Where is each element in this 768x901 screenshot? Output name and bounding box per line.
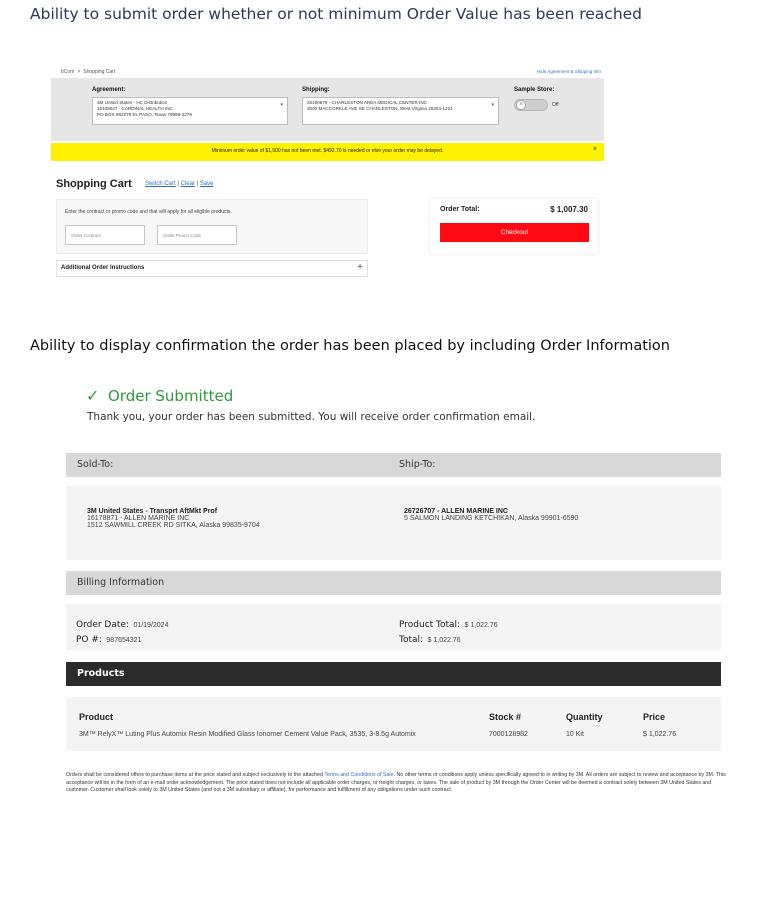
order-confirmation-screenshot: [30, 364, 734, 826]
cart-title: Shopping Cart: [56, 178, 132, 190]
promo-code-panel: [56, 199, 368, 254]
order-total-panel: [430, 199, 598, 254]
address-panel: [66, 486, 721, 560]
total-label: Total:: [399, 635, 424, 645]
instructions-label: Additional Order Instructions: [61, 265, 145, 271]
billing-header-bar: [66, 571, 721, 595]
sold-to-line: 16178871 - ALLEN MARINE INC: [87, 515, 190, 522]
po-row: [76, 629, 141, 647]
billing-panel: [66, 604, 721, 650]
section2-heading: Ability to display confirmation the order has been placed by including Order Information: [30, 338, 670, 354]
order-total-label: Order Total:: [440, 206, 480, 213]
chevron-down-icon: ▾: [491, 102, 494, 108]
checkout-button[interactable]: Checkout: [440, 223, 589, 242]
sold-to-address: [87, 508, 260, 529]
price-value: $ 1,022.76: [643, 731, 677, 738]
clear-cart-link[interactable]: Clear: [180, 181, 195, 187]
agreement-line: 16105027 - CARDINAL HEALTH INC: [97, 106, 173, 112]
breadcrumb-home-link[interactable]: bCom: [61, 69, 75, 75]
save-cart-link[interactable]: Save: [199, 181, 214, 187]
quantity-value: 10 Kit: [566, 731, 584, 738]
check-icon: ✓: [86, 388, 100, 405]
ship-to-address: [404, 508, 578, 522]
agreement-select[interactable]: [92, 97, 288, 125]
products-table: [66, 697, 721, 751]
order-submitted-title: Order Submitted: [108, 387, 234, 405]
address-header-bar: [66, 453, 721, 477]
billing-label: Billing Information: [77, 577, 165, 588]
banner-message: Minimum order value of $1,500 has not been met. $492.70 is needed or else your order may be delayed.: [211, 148, 444, 154]
switch-cart-link[interactable]: Switch Cart: [145, 181, 176, 187]
products-header-bar: [66, 662, 721, 686]
shopping-cart-screenshot: [51, 64, 604, 286]
product-column-header: Product: [79, 712, 114, 722]
cart-links: [145, 181, 214, 187]
order-total-value: $ 1,007.30: [550, 205, 588, 214]
order-date-value: 01/19/2024: [133, 622, 169, 629]
table-row: [66, 729, 721, 745]
shipping-line: 26190879 - CHARLESTON AREA MEDICAL CENTER INC: [307, 100, 427, 105]
terms-link[interactable]: Terms and Conditions of Sale: [324, 772, 394, 778]
agreement-line: PO BOX 982279 EL PASO, Texas 79998-2279: [97, 112, 192, 118]
minimum-order-banner: [51, 143, 604, 161]
stock-number: 7000128982: [489, 731, 528, 738]
ship-to-line: 5 SALMON LANDING KETCHIKAN, Alaska 99901-6590: [404, 515, 579, 522]
shipping-select[interactable]: [302, 97, 499, 125]
sold-to-line: 1512 SAWMILL CREEK RD SITKA, Alaska 99835-9704: [87, 522, 260, 529]
promo-note: Enter the contract or promo code and that will apply for all eligible products.: [65, 209, 232, 215]
close-icon: ×: [516, 100, 526, 110]
terms-footer: [66, 772, 726, 795]
sample-store-label: Sample Store:: [514, 87, 555, 93]
sold-to-label: Sold-To:: [77, 459, 114, 470]
ship-to-name: 26726707 - ALLEN MARINE INC: [404, 508, 508, 515]
order-contract-input[interactable]: Order Contract: [65, 225, 145, 245]
sold-to-name: 3M United States - Transprt AftMkt Prof: [87, 508, 218, 515]
sample-store-toggle[interactable]: [514, 99, 548, 111]
sample-store-state: Off: [552, 102, 559, 108]
section1-heading: Ability to submit order whether or not minimum Order Value has been reached: [30, 5, 643, 23]
po-label: PO #:: [76, 635, 102, 645]
close-icon[interactable]: ×: [592, 146, 597, 153]
products-label: Products: [77, 668, 125, 679]
product-total-value: $ 1,022.76: [464, 622, 498, 629]
total-value: $ 1,022.76: [427, 637, 461, 644]
quantity-column-header: Quantity: [566, 712, 603, 722]
hide-agreement-link[interactable]: Hide Agreement & Shipping Info: [536, 69, 601, 74]
link-divider: |: [177, 181, 179, 187]
additional-instructions[interactable]: [56, 260, 368, 277]
product-total-label: Product Total:: [399, 620, 461, 630]
product-name: 3M™ RelyX™ Luting Plus Automix Resin Modified Glass Ionomer Cement Value Pack, 3535, 3-8.5g Automix: [79, 731, 416, 738]
price-column-header: Price: [643, 712, 666, 722]
breadcrumb: bCom > Shopping Cart: [61, 69, 116, 75]
terms-text: . No other terms or conditions apply unless specifically agreed to in writing by 3M. All orders are subject to review and acceptance by 3M. This acceptance will be in the form of an e-mail order acknowledgement. The price stated does not include all applicable order charges, or freight charges, or taxes. The sale of product by 3M through the Order Center will be deemed a contract solely between 3M United States and customer. Customer shall look solely to 3M United States (and not a 3M subsidiary or affiliate), for performance and fulfillment of any obligations under such contract.: [66, 772, 726, 794]
po-value: 987654321: [106, 637, 142, 644]
ship-to-label: Ship-To:: [399, 459, 436, 470]
plus-icon[interactable]: +: [357, 262, 363, 273]
thank-you-message: Thank you, your order has been submitted. You will receive order confirmation email.: [87, 411, 536, 423]
agreement-shipping-panel: [51, 78, 604, 141]
agreement-label: Agreement:: [92, 87, 126, 93]
shipping-label: Shipping:: [302, 87, 330, 93]
breadcrumb-current: Shopping Cart: [83, 69, 116, 75]
total-row: [399, 629, 461, 647]
order-promo-input[interactable]: Order Promo Code: [157, 225, 237, 245]
shipping-line: 3000 MACCORKLE AVE SE CHARLESTON, West Virginia 25304-1221: [307, 106, 453, 112]
link-divider: |: [196, 181, 199, 187]
order-date-label: Order Date:: [76, 620, 129, 630]
terms-text: Orders shall be considered offers to purchase items at the price stated and subject exclusively to the attached: [66, 772, 325, 778]
chevron-down-icon: ▾: [280, 102, 283, 108]
agreement-line: 3M United States - HC Distribution: [97, 100, 168, 105]
stock-column-header: Stock #: [489, 712, 522, 722]
